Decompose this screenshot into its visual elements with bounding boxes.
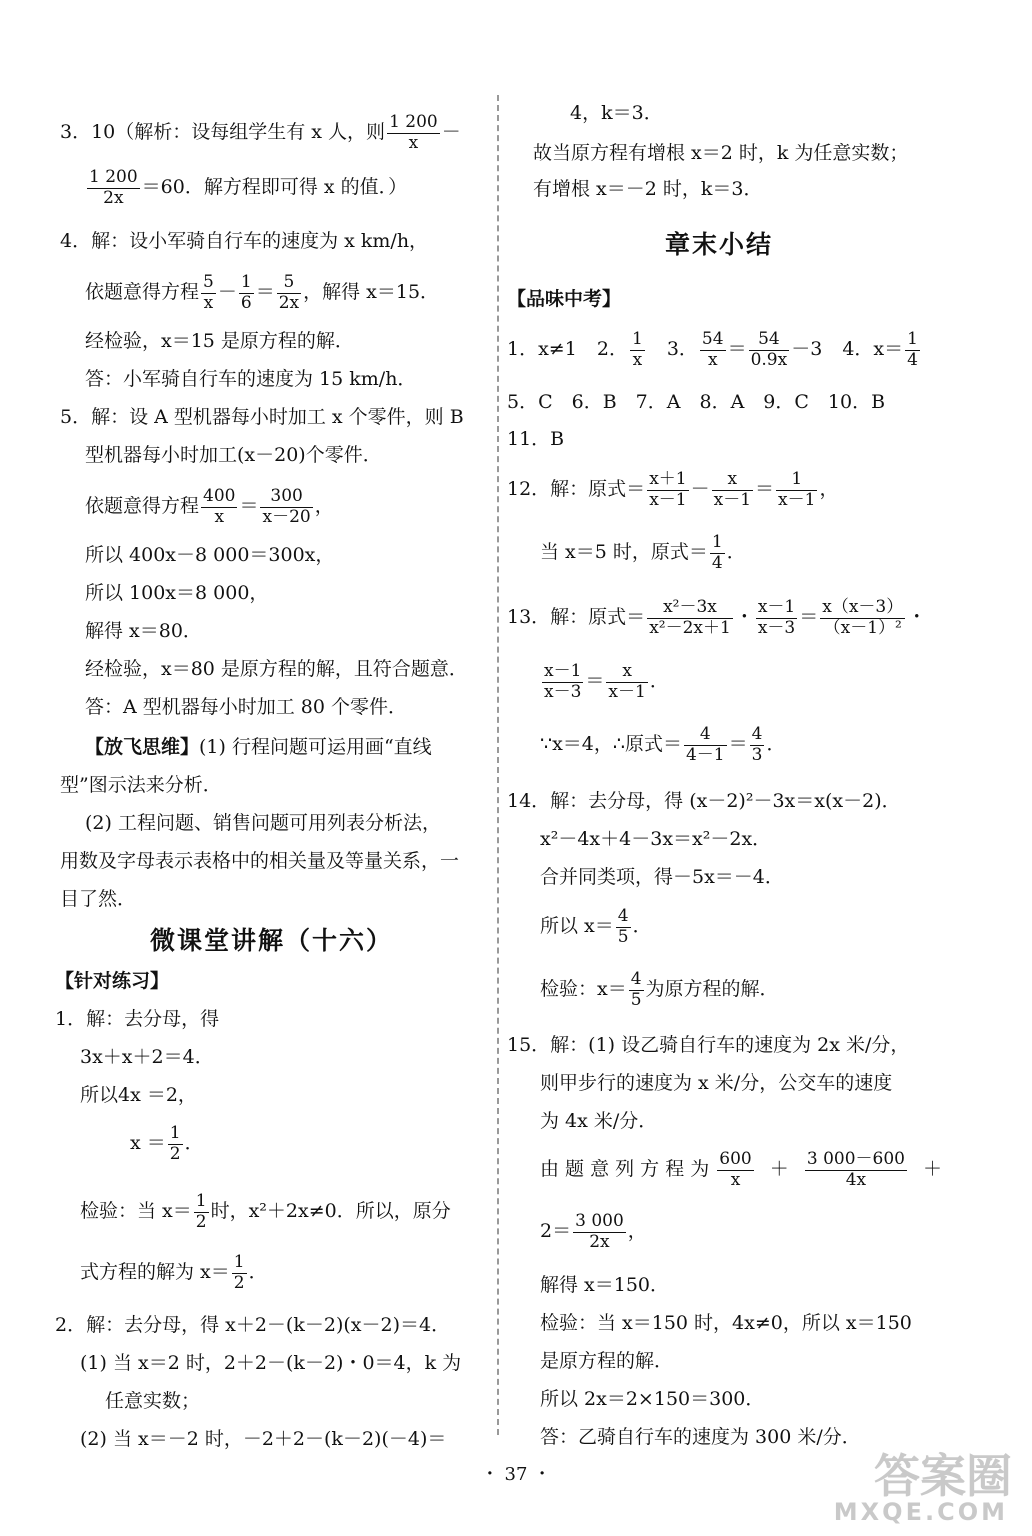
numerator: x－1 xyxy=(757,597,796,617)
numerator: x²－3x xyxy=(647,598,733,619)
text: 由 题 意 列 方 程 为 xyxy=(540,1158,710,1181)
numerator: 1 xyxy=(711,532,723,552)
fraction xyxy=(232,1253,247,1293)
text: 检验：x＝ xyxy=(540,978,627,1001)
numerator: 1 xyxy=(169,1123,181,1143)
fraction xyxy=(647,470,688,510)
denominator: x xyxy=(707,349,718,370)
denominator: x－1 xyxy=(778,489,816,510)
answer-14-line3: 合并同类项，得－5x＝－4． xyxy=(540,866,784,888)
practice-1-check xyxy=(80,1192,451,1232)
text: ． xyxy=(766,733,786,756)
answer-14-line1: 14．解：去分母，得 (x－2)²－3x＝x(x－2)． xyxy=(507,790,901,812)
text: ＝ xyxy=(727,338,747,361)
text: 2． xyxy=(596,338,628,361)
numerator: 1 200 xyxy=(389,112,438,132)
denominator: 4－1 xyxy=(685,744,725,765)
fraction xyxy=(712,470,753,510)
answer-4-line1: 4．解：设小军骑自行车的速度为 x km/h， xyxy=(60,230,429,252)
text: ＝ xyxy=(728,733,748,756)
answer-14-line2: x²－4x＋4－3x＝x²－2x． xyxy=(540,828,772,850)
denominator: x－3 xyxy=(544,681,582,702)
text: 式方程的解为 x＝ xyxy=(80,1261,230,1284)
numerator: 600 xyxy=(719,1149,752,1169)
section-tag-zhendui: 【针对练习】 xyxy=(55,970,170,992)
numerator: 4 xyxy=(684,725,727,746)
fraction xyxy=(710,533,725,573)
fraction xyxy=(542,662,583,702)
answer-13-line1 xyxy=(507,598,926,638)
fraction xyxy=(647,598,733,638)
denominator: 2 xyxy=(195,1211,207,1232)
text: ． xyxy=(248,1261,268,1284)
answer-15-line1: 15．解：(1) 设乙骑自行车的速度为 2x 米/分， xyxy=(507,1034,910,1056)
numerator: x＋1 xyxy=(649,469,687,489)
answers-1-4 xyxy=(507,330,922,370)
page-number: ・ 37 ・ xyxy=(480,1464,552,1485)
denominator: 2x xyxy=(278,292,300,313)
answer-5-answer: 答：A 型机器每小时加工 80 个零件． xyxy=(85,696,408,718)
numerator: 3 000 xyxy=(575,1211,624,1231)
numerator: 5 xyxy=(277,273,301,294)
text: ． xyxy=(649,670,669,693)
fraction xyxy=(630,330,645,370)
answer-5-step1: 所以 400x－8 000＝300x， xyxy=(85,544,335,566)
fraction xyxy=(629,970,644,1010)
text: ， xyxy=(314,495,334,518)
text: 4．x＝ xyxy=(842,338,904,361)
answer-14-line4 xyxy=(540,907,652,947)
denominator: x－1 xyxy=(608,681,646,702)
text: ∵x＝4，∴原式＝ xyxy=(540,733,682,756)
denominator: x xyxy=(730,1169,741,1190)
answer-14-check xyxy=(540,970,779,1010)
answer-13-line2 xyxy=(540,662,669,702)
denominator: 2 xyxy=(169,1143,181,1164)
fraction xyxy=(717,1150,753,1190)
denominator: x xyxy=(632,349,643,370)
answer-15-answer: 答：乙骑自行车的速度为 300 米/分． xyxy=(540,1426,861,1448)
continued-line1: 4，k＝3． xyxy=(570,102,663,124)
answer-15-check: 检验：当 x＝150 时，4x≠0，所以 x＝150 xyxy=(540,1312,912,1334)
numerator: 1 xyxy=(631,329,643,349)
text: 3．10（解析：设每组学生有 x 人，则 xyxy=(60,121,386,144)
text: ＝ xyxy=(255,281,275,304)
numerator: 3 000－600 xyxy=(806,1149,905,1169)
practice-2-line1: 2．解：去分母，得 x＋2－(k－2)(x－2)＝4． xyxy=(55,1314,451,1336)
text: －3 xyxy=(791,338,823,361)
denominator: 4 xyxy=(711,552,723,573)
fraction xyxy=(684,725,727,765)
fraction xyxy=(820,598,905,638)
numerator: x xyxy=(606,662,647,683)
answer-12-line2 xyxy=(540,533,746,573)
text: ，解得 x＝15． xyxy=(303,281,440,304)
answer-15-equation xyxy=(540,1150,942,1190)
text: 13．解：原式＝ xyxy=(507,606,646,629)
practice-2-line3: 任意实数； xyxy=(105,1390,201,1412)
text: ＝60．解方程即可得 x 的值．） xyxy=(141,176,408,199)
text: 为原方程的解． xyxy=(645,978,779,1001)
fraction xyxy=(260,487,312,527)
column-divider xyxy=(497,95,499,1435)
answer-15-equation-cont xyxy=(540,1212,647,1252)
text: ． xyxy=(184,1132,204,1155)
numerator: 54 xyxy=(749,330,790,351)
fraction xyxy=(756,598,797,638)
answer-5-equation xyxy=(85,487,334,527)
fangfei-line4: 用数及字母表示表格中的相关量及等量关系，一 xyxy=(60,850,460,872)
numerator: x－1 xyxy=(544,661,582,681)
numerator: 1 xyxy=(907,329,918,349)
answer-15-compute: 所以 2x＝2×150＝300． xyxy=(540,1388,765,1410)
denominator: x xyxy=(214,506,225,527)
text: ・ xyxy=(907,606,927,629)
answer-4-answer: 答：小军骑自行车的速度为 15 km/h． xyxy=(85,368,417,390)
fraction xyxy=(749,330,790,370)
denominator: 2 xyxy=(233,1272,245,1293)
numerator: x（x－3） xyxy=(822,597,904,617)
fraction xyxy=(776,470,817,510)
numerator: 54 xyxy=(701,329,724,349)
answer-5-line1: 5．解：设 A 型机器每小时加工 x 个零件，则 B xyxy=(60,406,464,428)
denominator: 5 xyxy=(617,926,629,947)
text: ． xyxy=(632,915,652,938)
denominator: 5 xyxy=(630,989,642,1010)
denominator: x－1 xyxy=(713,489,752,510)
text: ＝ xyxy=(799,606,819,629)
text: 2＝ xyxy=(540,1220,572,1243)
text: ＝ xyxy=(239,495,259,518)
answer-15-line3: 为 4x 米/分． xyxy=(540,1110,658,1132)
section-title-zhangmo: 章末小结 xyxy=(665,230,774,259)
fraction xyxy=(616,907,631,947)
practice-1-line4 xyxy=(130,1124,204,1164)
numerator: 5 xyxy=(203,272,214,292)
answer-5-check: 经检验，x＝80 是原方程的解，且符合题意． xyxy=(85,658,468,680)
fraction xyxy=(239,273,254,313)
numerator: 400 xyxy=(203,486,236,506)
numerator: 4 xyxy=(751,724,763,744)
fraction xyxy=(201,487,237,527)
answer-5-step2: 所以 100x＝8 000， xyxy=(85,582,269,604)
denominator: 2x xyxy=(103,187,124,208)
text: 当 x＝5 时，原式＝ xyxy=(540,541,708,564)
numerator: 1 xyxy=(195,1191,207,1211)
fraction xyxy=(201,273,216,313)
numerator: 1 xyxy=(240,272,252,292)
text: ， xyxy=(819,478,839,501)
fraction xyxy=(168,1124,183,1164)
text: ＝ xyxy=(755,478,775,501)
continued-line2: 故当原方程有增根 x＝2 时，k 为任意实数； xyxy=(533,142,909,164)
fraction xyxy=(905,330,920,370)
numerator: 300 xyxy=(260,487,312,508)
answer-11: 11．B xyxy=(507,428,565,450)
practice-2-line2: (1) 当 x＝2 时，2＋2－(k－2)・0＝4，k 为 xyxy=(80,1352,462,1374)
denominator: 2x xyxy=(589,1231,610,1252)
text: － xyxy=(690,478,710,501)
text: 12．解：原式＝ xyxy=(507,478,646,501)
denominator: 3 xyxy=(751,744,763,765)
practice-2-line4: (2) 当 x＝－2 时，－2＋2－(k－2)(－4)＝ xyxy=(80,1428,447,1450)
answer-5-step3: 解得 x＝80． xyxy=(85,620,202,642)
practice-1-line3: 所以4x ＝2， xyxy=(80,1084,197,1106)
text: 时，x²＋2x≠0．所以，原分 xyxy=(210,1200,451,1223)
text: x ＝ xyxy=(130,1132,166,1155)
denominator: （x－1）² xyxy=(823,617,902,638)
denominator: 4x xyxy=(845,1169,867,1190)
practice-1-line1: 1．解：去分母，得 xyxy=(55,1008,220,1030)
text: ． xyxy=(726,541,746,564)
text: 检验：当 x＝ xyxy=(80,1200,192,1223)
fraction xyxy=(387,113,440,153)
answer-15-line2: 则甲步行的速度为 x 米/分，公交车的速度 xyxy=(540,1072,893,1094)
numerator: 1 xyxy=(233,1252,245,1272)
fraction xyxy=(606,662,647,702)
denominator: 0.9x xyxy=(750,349,788,370)
watermark-text: 答案圈 xyxy=(874,1449,1012,1503)
fraction xyxy=(700,330,726,370)
text: － xyxy=(441,121,461,144)
fangfei-line2: 型”图示法来分析． xyxy=(60,774,222,796)
watermark-logo xyxy=(818,1440,1018,1528)
text: 1．x≠1 xyxy=(507,338,577,361)
fangfei-line3: (2) 工程问题、销售问题可用列表分析法， xyxy=(85,812,441,834)
numerator: x xyxy=(712,470,753,491)
answer-5-line2: 型机器每小时加工(x－20)个零件． xyxy=(85,444,382,466)
answer-3-line2 xyxy=(85,168,407,208)
denominator: x－3 xyxy=(757,617,796,638)
answer-4-equation xyxy=(85,273,439,313)
fraction xyxy=(194,1192,209,1232)
numerator: 4 xyxy=(630,969,642,989)
numerator: 4 xyxy=(617,906,629,926)
text: 所以 x＝ xyxy=(540,915,614,938)
continued-line3: 有增根 x＝－2 时，k＝3． xyxy=(533,178,763,200)
answers-5-10: 5．C 6．B 7．A 8．A 9．C 10．B xyxy=(507,391,886,413)
text: － xyxy=(217,281,237,304)
fangfei-line5: 目了然． xyxy=(60,888,137,910)
answer-4-check: 经检验，x＝15 是原方程的解． xyxy=(85,330,354,352)
fangfei-line1 xyxy=(85,738,432,757)
text: ＋ xyxy=(769,1158,789,1181)
numerator: 1 200 xyxy=(89,167,138,187)
answer-12-line1 xyxy=(507,470,838,510)
answer-13-line3 xyxy=(540,725,785,765)
text: 依题意得方程 xyxy=(85,495,200,518)
fraction xyxy=(573,1212,626,1252)
fangfei-tag: 【放飞思维】 xyxy=(85,736,200,758)
fraction xyxy=(87,168,140,208)
text: ＝ xyxy=(585,670,605,693)
denominator: 6 xyxy=(240,292,252,313)
numerator: 1 xyxy=(776,470,817,491)
denominator: x xyxy=(203,292,214,313)
text: ＋ xyxy=(923,1158,943,1181)
section-tag-pinwei: 【品味中考】 xyxy=(507,288,622,310)
denominator: x－1 xyxy=(649,489,687,510)
watermark-url: MXQE.COM xyxy=(833,1498,1008,1526)
answer-15-check2: 是原方程的解． xyxy=(540,1350,674,1372)
denominator: x²－2x＋1 xyxy=(649,617,731,638)
section-title-weiketang: 微课堂讲解（十六） xyxy=(150,926,394,955)
text: ， xyxy=(627,1220,647,1243)
denominator: x－20 xyxy=(262,506,311,527)
answer-15-solve: 解得 x＝150． xyxy=(540,1274,670,1296)
denominator: x xyxy=(408,132,419,153)
denominator: 4 xyxy=(907,349,918,370)
text: ・ xyxy=(734,606,754,629)
text: 3． xyxy=(666,338,698,361)
fraction xyxy=(805,1150,907,1190)
practice-1-line2: 3x＋x＋2＝4． xyxy=(80,1046,214,1068)
answer-3-line1 xyxy=(60,113,461,153)
text: (1) 行程问题可运用画“直线 xyxy=(199,736,432,758)
fraction xyxy=(750,725,765,765)
practice-1-conclusion xyxy=(80,1253,268,1293)
fraction xyxy=(277,273,301,313)
text: 依题意得方程 xyxy=(85,281,200,304)
